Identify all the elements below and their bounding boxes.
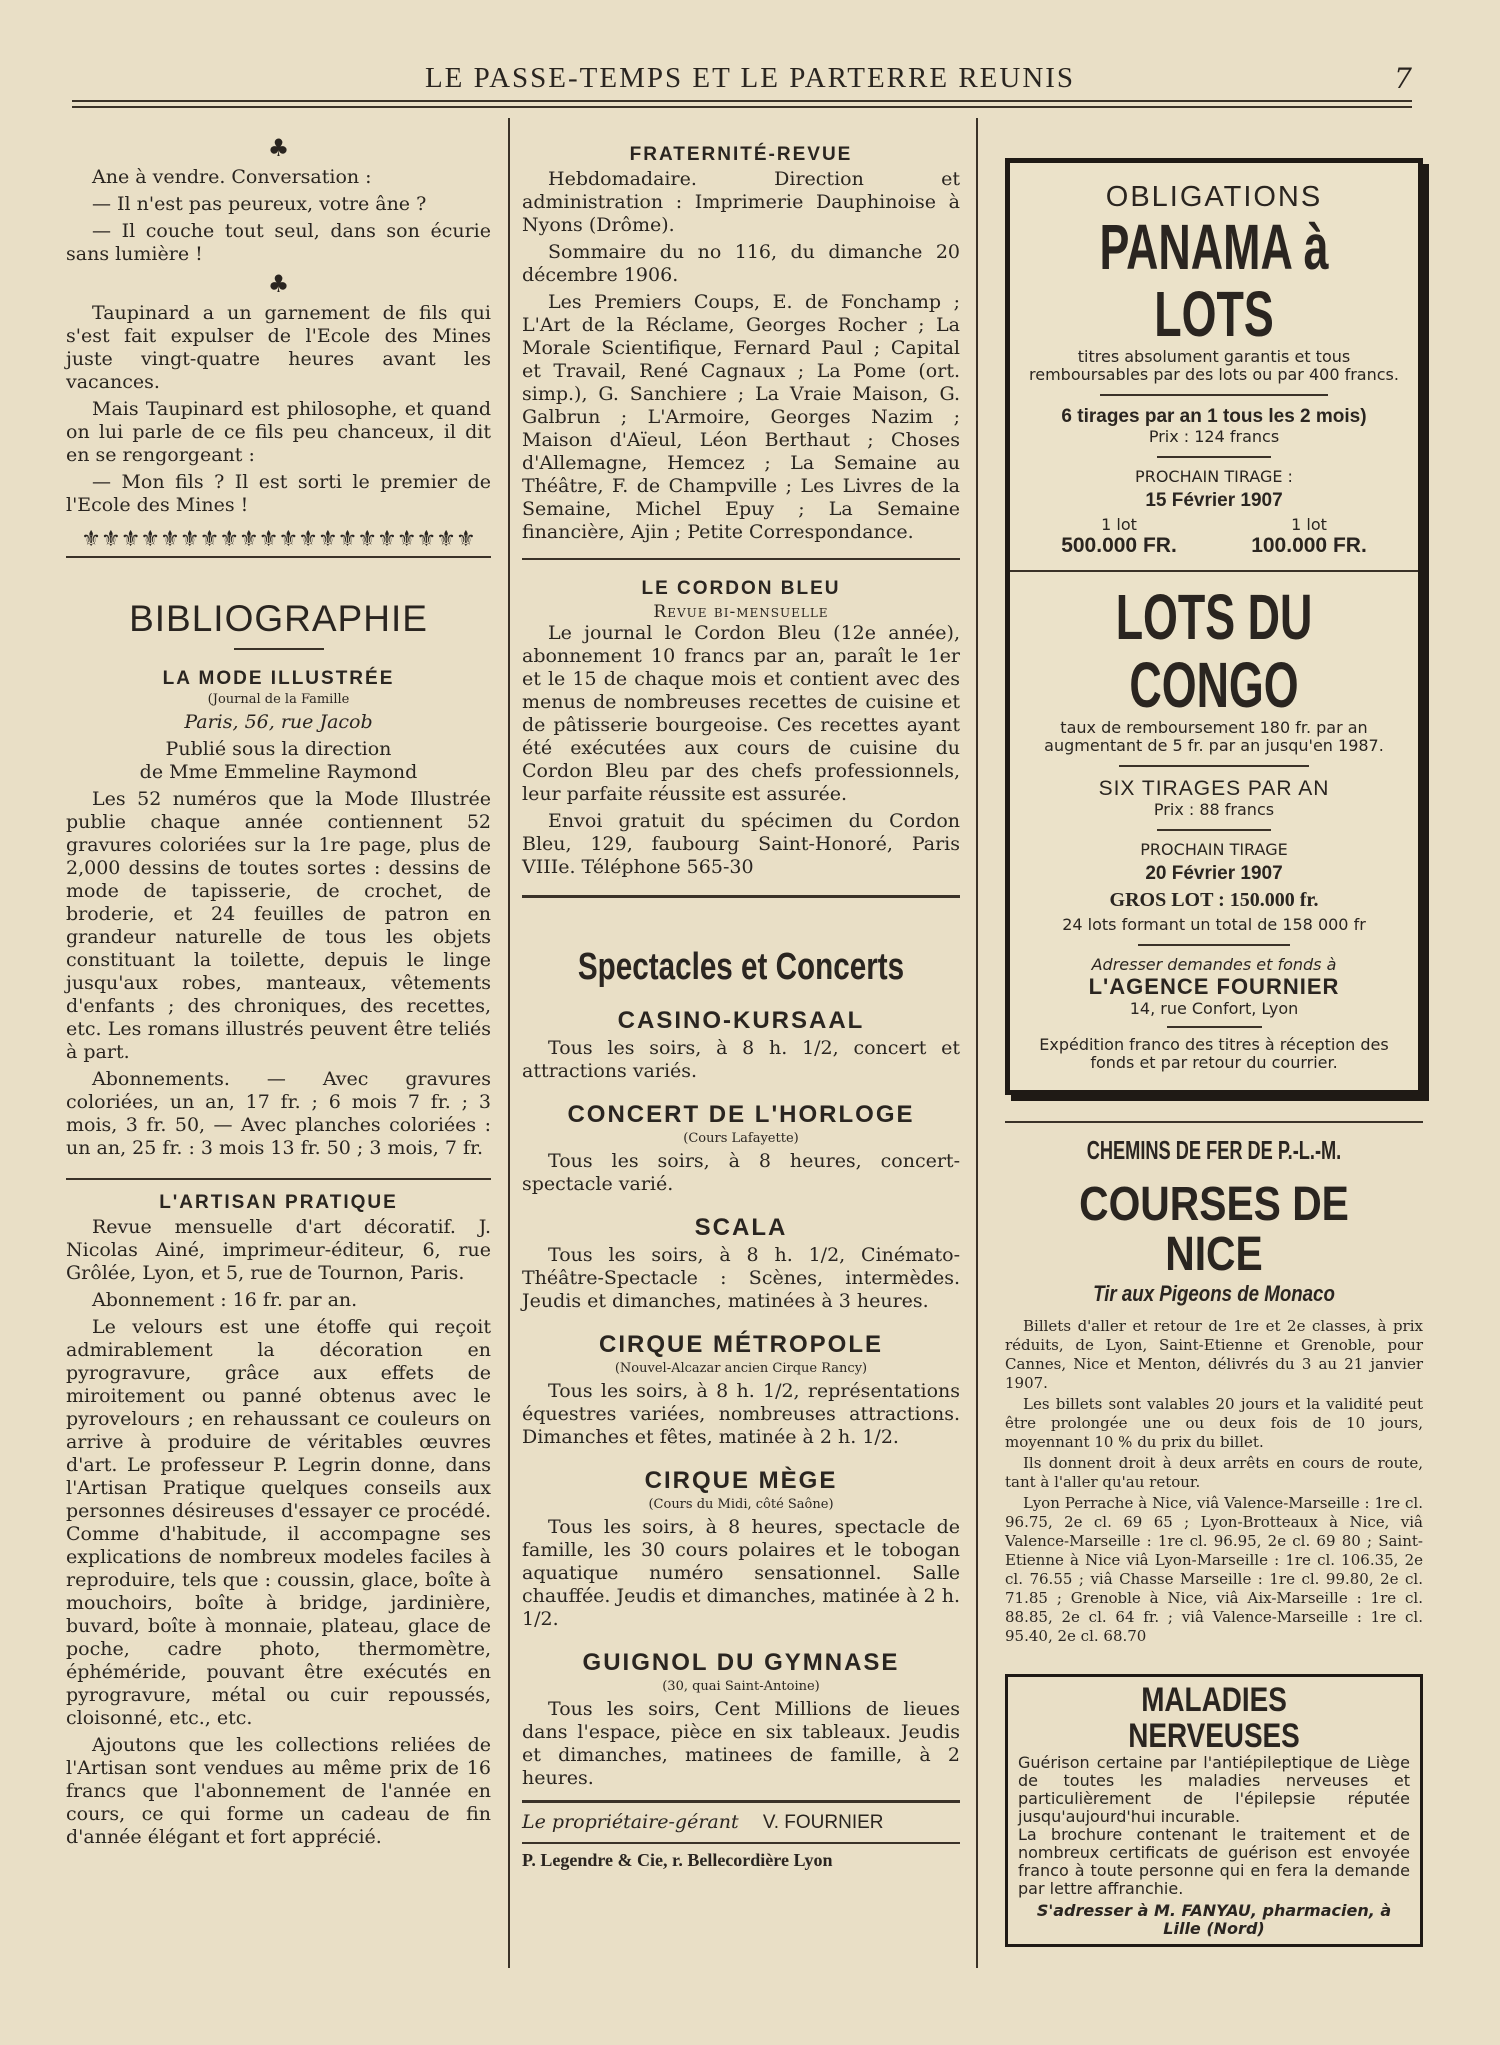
divider-rule bbox=[66, 1178, 491, 1180]
congo-lots: 24 lots formant un total de 158 000 fr bbox=[1062, 914, 1366, 934]
imprimeur-line: P. Legendre & Cie, r. Bellecordière Lyon bbox=[522, 1850, 833, 1870]
nerveuses-paragraph: La brochure contenant le traitement et de nombreux certificats de guérison est envoyée franco à toute personne qui en fera la demande par lettre affranchie. bbox=[1018, 1825, 1410, 1899]
bibliographie-title: BIBLIOGRAPHIE bbox=[129, 598, 428, 639]
maladies-nerveuses-title: MALADIES NERVEUSES bbox=[1128, 1680, 1300, 1755]
column-middle bbox=[522, 128, 960, 1871]
header-rule-bottom bbox=[72, 106, 1412, 108]
plm-ad bbox=[1005, 1134, 1423, 1646]
fraternite-revue-title: FRATERNITÉ-REVUE bbox=[629, 144, 853, 165]
venue-name: CIRQUE MÈGE bbox=[644, 1467, 838, 1494]
title-underline bbox=[234, 648, 324, 650]
mode-illustree-title: LA MODE ILLUSTRÉE bbox=[162, 668, 395, 689]
panama-lots-labels bbox=[1024, 516, 1404, 534]
mode-illustree-body: Les 52 numéros que la Mode Illustrée publie chaque année contiennent 52 gravures coloriées sur la 1re page, plus de 2,000 dessins de toutes sortes : dessins de mode de tapisserie, de crochet, de broderie, et 24 feuilles de patron en grandeur naturelle de tous les objets constituant la toilette, depuis le linge jusqu'aux robes, manteaux, vêtements d'enfants ; des chroniques, des recettes, etc. Les romans illustrés peuvent être teliés à part. bbox=[66, 788, 491, 1063]
venue-sub: (Nouvel-Alcazar ancien Cirque Rancy) bbox=[614, 1361, 868, 1376]
venue-sub: (Cours du Midi, côté Saône) bbox=[648, 1497, 834, 1512]
congo-heading: LOTS DU CONGO bbox=[1115, 581, 1313, 721]
panama-date: 15 Février 1907 bbox=[1145, 490, 1283, 512]
lot-label: 1 lot bbox=[1291, 515, 1327, 535]
panama-lots-values bbox=[1024, 534, 1404, 558]
courses-nice-title: COURSES DE NICE bbox=[1079, 1178, 1349, 1282]
venue-sub: (Cours Lafayette) bbox=[683, 1131, 799, 1146]
divider-rule bbox=[522, 1842, 960, 1844]
divider-rule bbox=[522, 895, 960, 898]
plm-paragraph: Lyon Perrache à Nice, viâ Valence-Marseille : 1re cl. 96.75, 2e cl. 69 65 ; Lyon-Brotteaux à Nice, viâ Valence-Marseille : 1re cl. 96.95, 2e cl. 69 80 ; Saint-Etienne à Nice viâ Lyon-Marseille : 1re cl. 106.35, 2e cl. 76.55 ; viâ Chasse Marseille : 1re cl. 99.80, 2e cl. 71.85 ; Grenoble à Nice, viâ Aix-Marseille : 1re cl. 88.85, 2e cl. 64 fr. ; viâ Valence-Marseille : 1re cl. 95.40, 2e cl. 68.70 bbox=[1005, 1493, 1423, 1645]
cordon-bleu-paragraph: Envoi gratuit du spécimen du Cordon Bleu, 129, faubourg Saint-Honoré, Paris VIIIe. Téléphone 565-30 bbox=[522, 810, 960, 878]
club-ornament: ♣ bbox=[267, 134, 290, 162]
cordon-bleu-subtitle: Revue bi-mensuelle bbox=[653, 602, 829, 622]
venue-name: GUIGNOL DU GYMNASE bbox=[582, 1649, 900, 1676]
congo-description: taux de remboursement 180 fr. par an augmentant de 5 fr. par an jusqu'en 1987. bbox=[1044, 717, 1384, 755]
lot-value-2: 100.000 FR. bbox=[1251, 534, 1367, 558]
congo-expedition: Expédition franco des titres à réception des fonds et par retour du courrier. bbox=[1039, 1034, 1389, 1072]
column-left bbox=[66, 128, 491, 1853]
obligations-heading: OBLIGATIONS bbox=[1105, 181, 1323, 213]
cordon-bleu-paragraph: Le journal le Cordon Bleu (12e année), abonnement 10 francs par an, paraît le 1er et le 15 de chaque mois et contient avec des menus de nombreuses recettes de cuisine et de pâtisserie bourgeoise. Ces recettes ayant été exécutées aux cours de cuisine du Cordon Bleu par des chefs professionnels, leur parfaite réussite est assurée. bbox=[522, 622, 960, 805]
page-number: 7 bbox=[1394, 62, 1412, 95]
artisan-paragraph: Ajoutons que les collections reliées de l'Artisan sont vendues au même prix de 16 francs que l'abonnement de l'année en cours, ce qui forme un cadeau de fin d'année élégant et fort apprécié. bbox=[66, 1734, 491, 1848]
mode-illustree-address: Paris, 56, rue Jacob bbox=[184, 711, 373, 733]
plm-paragraph: Billets d'aller et retour de 1re et 2e classes, à prix réduits, de Lyon, Saint-Etienne et Grenoble, pour Cannes, Nice et Menton, délivrés du 3 au 21 janvier 1907. bbox=[1005, 1316, 1423, 1392]
fraternite-paragraph: Les Premiers Coups, E. de Fonchamp ; L'Art de la Réclame, Georges Rocher ; La Morale Scientifique, Fernard Paul ; Capital et Travail, René Cagnaux ; La Pome (ort. simp.), G. Sanchiere ; La Vraie Maison, G. Galbrun ; L'Armoire, Georges Nazim ; Maison d'Aïeul, Léon Berthaut ; Choses d'Allemagne, Hemcez ; La Semaine au Théâtre, F. de Champville ; Les Livres de la Semaine, Michel Epuy ; La Semaine financière, Ajin ; Petite Correspondance. bbox=[522, 291, 960, 543]
panama-heading: PANAMA à LOTS bbox=[1099, 211, 1329, 351]
agence-adresse: 14, rue Confort, Lyon bbox=[1129, 998, 1299, 1018]
cordon-bleu-title: LE CORDON BLEU bbox=[641, 578, 841, 599]
mode-direction-line2: de Mme Emmeline Raymond bbox=[139, 761, 418, 783]
venue-name: CONCERT DE L'HORLOGE bbox=[567, 1101, 915, 1128]
divider-rule bbox=[1138, 944, 1290, 946]
artisan-paragraph: Revue mensuelle d'art décoratif. J. Nicolas Ainé, imprimeur-éditeur, 6, rue Grôlée, Lyon, et 5, rue de Tournon, Paris. bbox=[66, 1216, 491, 1284]
mode-direction-line1: Publié sous la direction bbox=[165, 738, 392, 760]
anecdote-paragraph: — Mon fils ? Il est sorti le premier de l'Ecole des Mines ! bbox=[66, 471, 491, 516]
divider-rule bbox=[66, 556, 491, 558]
venue-list bbox=[522, 1007, 960, 1790]
lot-value-1: 500.000 FR. bbox=[1061, 534, 1177, 558]
plm-paragraph: Ils donnent droit à deux arrêts en cours de route, tant à l'aller qu'au retour. bbox=[1005, 1453, 1423, 1491]
congo-date: 20 Février 1907 bbox=[1145, 862, 1283, 884]
header-rule-top bbox=[72, 100, 1412, 102]
gerant-label: Le propriétaire-gérant bbox=[522, 1811, 739, 1833]
venue-name: CASINO-KURSAAL bbox=[617, 1007, 865, 1034]
divider-rule bbox=[1005, 1121, 1423, 1123]
plm-paragraph: Les billets sont valables 20 jours et la validité peut être prolongée une ou deux fois de 10 jours, moyennant 10 % du prix du billet. bbox=[1005, 1394, 1423, 1451]
mode-abonnements: Abonnements. — Avec gravures coloriées, un an, 17 fr. ; 6 mois 7 fr. ; 3 mois, 3 fr. 50, — Avec planches coloriées : un an, 25 fr. : 3 mois 13 fr. 50 ; 3 mois, 7 fr. bbox=[66, 1068, 491, 1159]
joke-line: — Il n'est pas peureux, votre âne ? bbox=[92, 193, 427, 215]
anecdote-paragraph: Taupinard a un garnement de fils qui s'est fait expulser de l'Ecole des Mines juste vingt-quatre heures avant les vacances. bbox=[66, 302, 491, 393]
lot-label: 1 lot bbox=[1101, 515, 1137, 535]
column-right bbox=[1005, 158, 1423, 1947]
venue-text: Tous les soirs, à 8 h. 1/2, Cinémato-Théâtre-Spectacle : Scènes, intermèdes. Jeudis et dimanches, matinées à 3 heures. bbox=[522, 1244, 960, 1312]
mode-illustree-subtitle: (Journal de la Famille bbox=[207, 692, 350, 707]
club-ornament: ♣ bbox=[267, 270, 290, 298]
divider-rule bbox=[522, 558, 960, 560]
fraternite-paragraph: Sommaire du no 116, du dimanche 20 décembre 1906. bbox=[522, 241, 960, 286]
column-divider-2 bbox=[976, 118, 978, 1968]
venue-text: Tous les soirs, Cent Millions de lieues dans l'espace, pièce en six tableaux. Jeudis et dimanches, matinees de famille, à 2 heures. bbox=[522, 1698, 960, 1789]
venue-text: Tous les soirs, à 8 heures, concert-spectacle varié. bbox=[522, 1150, 960, 1195]
venue-sub: (30, quai Saint-Antoine) bbox=[662, 1679, 820, 1694]
divider-rule bbox=[1010, 570, 1418, 572]
divider-rule bbox=[1157, 456, 1271, 458]
anecdote-paragraph: Mais Taupinard est philosophe, et quand on lui parle de ce fils peu chanceux, il dit en se rengorgeant : bbox=[66, 398, 491, 466]
venue-text: Tous les soirs, à 8 h. 1/2, représentations équestres variées, nombreuses attractions. Dimanches et fêtes, matinée à 2 h. 1/2. bbox=[522, 1380, 960, 1448]
spectacles-title: Spectacles et Concerts bbox=[577, 946, 905, 988]
panama-prochain: PROCHAIN TIRAGE : bbox=[1135, 467, 1293, 487]
maladies-nerveuses-ad bbox=[1005, 1674, 1423, 1947]
congo-adresser: Adresser demandes et fonds à bbox=[1091, 954, 1337, 974]
artisan-paragraph: Le velours est une étoffe qui reçoit admirablement la décoration en pyrogravure, grâce aux effets de miroitement ou panné obtenus avec le pyrovelours ; en rehaussant ce couleurs on arrive à produire de véritables œuvres d'art. Le professeur P. Legrin donne, dans l'Artisan Pratique quelques conseils aux personnes désireuses d'essayer ce procédé. Comme d'habitude, il accompagne ses explications de nombreux modeles faciles à reproduire, tels que : coussin, glace, boîte à mouchoirs, boîte à bridge, jardinière, buvard, boîte à monnaie, plateau, glace de poche, cadre photo, thermomètre, éphéméride, pouvant être exécutés en pyrogravure, métal ou cuir repoussés, cloisonné, etc., etc. bbox=[66, 1316, 491, 1729]
congo-six-tirages: SIX TIRAGES PAR AN bbox=[1098, 776, 1330, 800]
column-divider-1 bbox=[508, 118, 510, 1968]
congo-gros-lot: GROS LOT : 150.000 fr. bbox=[1109, 888, 1319, 911]
panama-tirages: 6 tirages par an 1 tous les 2 mois) bbox=[1061, 406, 1367, 428]
divider-rule bbox=[1119, 765, 1309, 767]
congo-prix: Prix : 88 francs bbox=[1153, 799, 1275, 819]
venue-name: CIRQUE MÉTROPOLE bbox=[598, 1331, 883, 1358]
plm-header: CHEMINS DE FER DE P.-L.-M. bbox=[1086, 1134, 1342, 1165]
congo-prochain: PROCHAIN TIRAGE bbox=[1140, 839, 1288, 859]
venue-name: SCALA bbox=[694, 1214, 788, 1241]
fleuron-divider: ⚜⚜⚜⚜⚜⚜⚜⚜⚜⚜⚜⚜⚜⚜⚜⚜⚜⚜⚜⚜ bbox=[81, 527, 476, 552]
divider-rule bbox=[1157, 829, 1271, 831]
nerveuses-paragraph: Guérison certaine par l'antiépileptique de Liège de toutes les maladies nerveuses et particulièrement de l'épilepsie réputée jusqu'aujourd'hui incurable. bbox=[1018, 1753, 1410, 1827]
artisan-paragraph: Abonnement : 16 fr. par an. bbox=[92, 1289, 358, 1311]
panama-description: titres absolument garantis et tous remboursables par des lots ou par 400 francs. bbox=[1029, 347, 1399, 385]
joke-line: — Il couche tout seul, dans son écurie sans lumière ! bbox=[66, 220, 491, 265]
joke-intro: Ane à vendre. Conversation : bbox=[92, 166, 372, 188]
fraternite-paragraph: Hebdomadaire. Direction et administration : Imprimerie Dauphinoise à Nyons (Drôme). bbox=[522, 168, 960, 236]
venue-text: Tous les soirs, à 8 heures, spectacle de famille, les 30 cours polaires et le tobogan aquatique numéro sensationnel. Salle chauffée. Jeudis et dimanches, matinée à 2 h. 1/2. bbox=[522, 1516, 960, 1630]
agence-fournier: L'AGENCE FOURNIER bbox=[1088, 973, 1340, 999]
nerveuses-adresse: S'adresser à M. FANYAU, pharmacien, à Lille (Nord) bbox=[1036, 1901, 1392, 1939]
artisan-pratique-title: L'ARTISAN PRATIQUE bbox=[159, 1192, 398, 1213]
courses-nice-subtitle: Tir aux Pigeons de Monaco bbox=[1093, 1280, 1335, 1306]
divider-rule bbox=[1167, 1026, 1262, 1028]
divider-rule bbox=[522, 1800, 960, 1803]
panama-congo-ad bbox=[1005, 158, 1423, 1095]
gerant-line bbox=[522, 1811, 960, 1834]
venue-text: Tous les soirs, à 8 h. 1/2, concert et attractions variés. bbox=[522, 1037, 960, 1082]
divider-rule bbox=[1100, 394, 1328, 396]
gerant-name: V. FOURNIER bbox=[762, 1812, 884, 1833]
panama-prix: Prix : 124 francs bbox=[1148, 427, 1280, 447]
page-header-title: LE PASSE-TEMPS ET LE PARTERRE REUNIS bbox=[424, 62, 1076, 94]
